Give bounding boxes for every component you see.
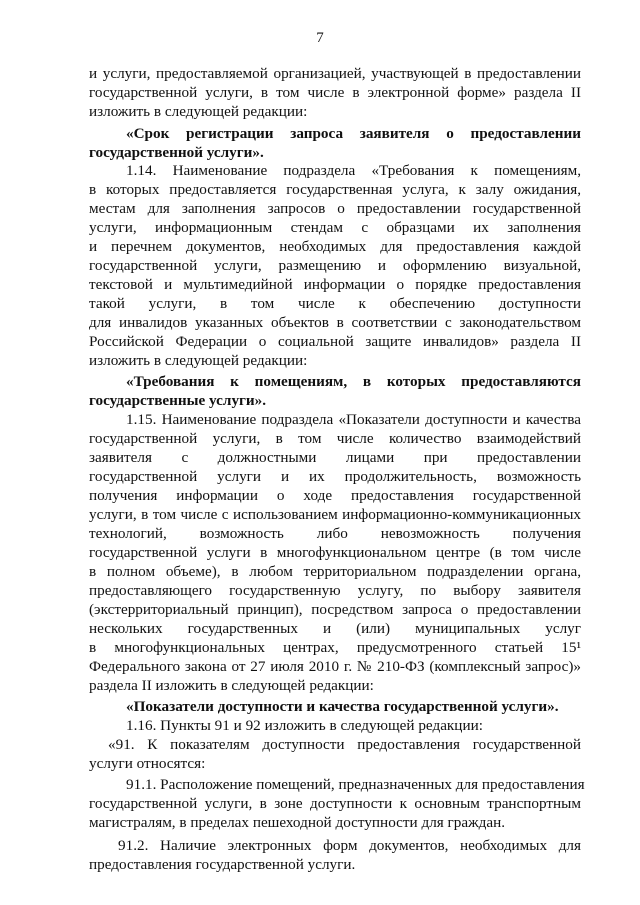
text-line: предоставляющего государственную услугу, по выбору заявителя bbox=[89, 582, 581, 599]
text-line: государственной услуги и их продолжительность, возможность bbox=[89, 468, 581, 485]
text-line: 1.14. Наименование подраздела «Требования к помещениям, bbox=[126, 162, 581, 179]
text-line: получения информации о ходе предоставления государственной bbox=[89, 487, 581, 504]
text-line: и перечнем документов, необходимых для предоставления каждой bbox=[89, 238, 581, 255]
text-line: государственной услуги, в том числе в электронной форме» раздела II bbox=[89, 84, 581, 101]
text-line: 1.16. Пункты 91 и 92 изложить в следующей редакции: bbox=[126, 717, 483, 734]
text-line: местам для заполнения запросов о предоставлении государственной bbox=[89, 200, 581, 217]
text-line: предоставления государственной услуги. bbox=[89, 856, 356, 873]
text-line: изложить в следующей редакции: bbox=[89, 352, 308, 369]
text-line: услуги, информационным стендам с образцами их заполнения bbox=[89, 219, 581, 236]
text-line: магистралям, в пределах пешеходной доступности для граждан. bbox=[89, 814, 506, 831]
text-line: «91. К показателям доступности предоставления государственной bbox=[108, 736, 581, 753]
text-line: в многофункциональных центрах, предусмотренного статьей 15¹ bbox=[89, 639, 581, 656]
text-line: Российской Федерации о социальной защите инвалидов» раздела II bbox=[89, 333, 581, 350]
heading-line: «Требования к помещениям, в которых предоставляются bbox=[126, 373, 581, 390]
text-line: нескольких государственных и (или) муниципальных услуг bbox=[89, 620, 581, 637]
text-line: Федерального закона от 27 июля 2010 г. № 210-ФЗ (комплексный запрос)» bbox=[89, 658, 581, 675]
text-line: в которых предоставляется государственная услуга, к залу ожидания, bbox=[89, 181, 581, 198]
text-line: в полном объеме), в любом территориальном подразделении органа, bbox=[89, 563, 581, 580]
text-line: государственной услуги, в зоне доступности к основным транспортным bbox=[89, 795, 581, 812]
text-line: текстовой и мультимедийной информации о порядке предоставления bbox=[89, 276, 581, 293]
page-number: 7 bbox=[316, 30, 324, 46]
text-line: 1.15. Наименование подраздела «Показатели доступности и качества bbox=[126, 411, 581, 428]
text-line: и услуги, предоставляемой организацией, участвующей в предоставлении bbox=[89, 65, 581, 82]
text-line: технологий, возможность либо невозможность получения bbox=[89, 525, 581, 542]
text-line: для инвалидов указанных объектов в соответствии с законодательством bbox=[89, 314, 581, 331]
heading-line: «Срок регистрации запроса заявителя о предоставлении bbox=[126, 125, 581, 142]
heading-line: государственные услуги». bbox=[89, 392, 267, 409]
text-line: изложить в следующей редакции: bbox=[89, 103, 308, 120]
text-line: (экстерриториальный принцип), посредством запроса о предоставлении bbox=[89, 601, 581, 618]
text-line: государственной услуги в многофункциональном центре (в том числе bbox=[89, 544, 581, 561]
text-line: государственной услуги, размещению и оформлению визуальной, bbox=[89, 257, 581, 274]
text-line: 91.1. Расположение помещений, предназначенных для предоставления bbox=[126, 776, 585, 793]
text-line: 91.2. Наличие электронных форм документов, необходимых для bbox=[118, 837, 581, 854]
text-line: такой услуги, в том числе к обеспечению доступности bbox=[89, 295, 581, 312]
text-line: заявителя с должностными лицами при предоставлении bbox=[89, 449, 581, 466]
heading-line: «Показатели доступности и качества государственной услуги». bbox=[126, 698, 559, 715]
text-line: государственной услуги, в том числе количество взаимодействий bbox=[89, 430, 581, 447]
text-line: услуги, в том числе с использованием информационно-коммуникационных bbox=[89, 506, 581, 523]
text-line: раздела II изложить в следующей редакции: bbox=[89, 677, 374, 694]
text-line: услуги относятся: bbox=[89, 755, 206, 772]
heading-line: государственной услуги». bbox=[89, 144, 264, 161]
